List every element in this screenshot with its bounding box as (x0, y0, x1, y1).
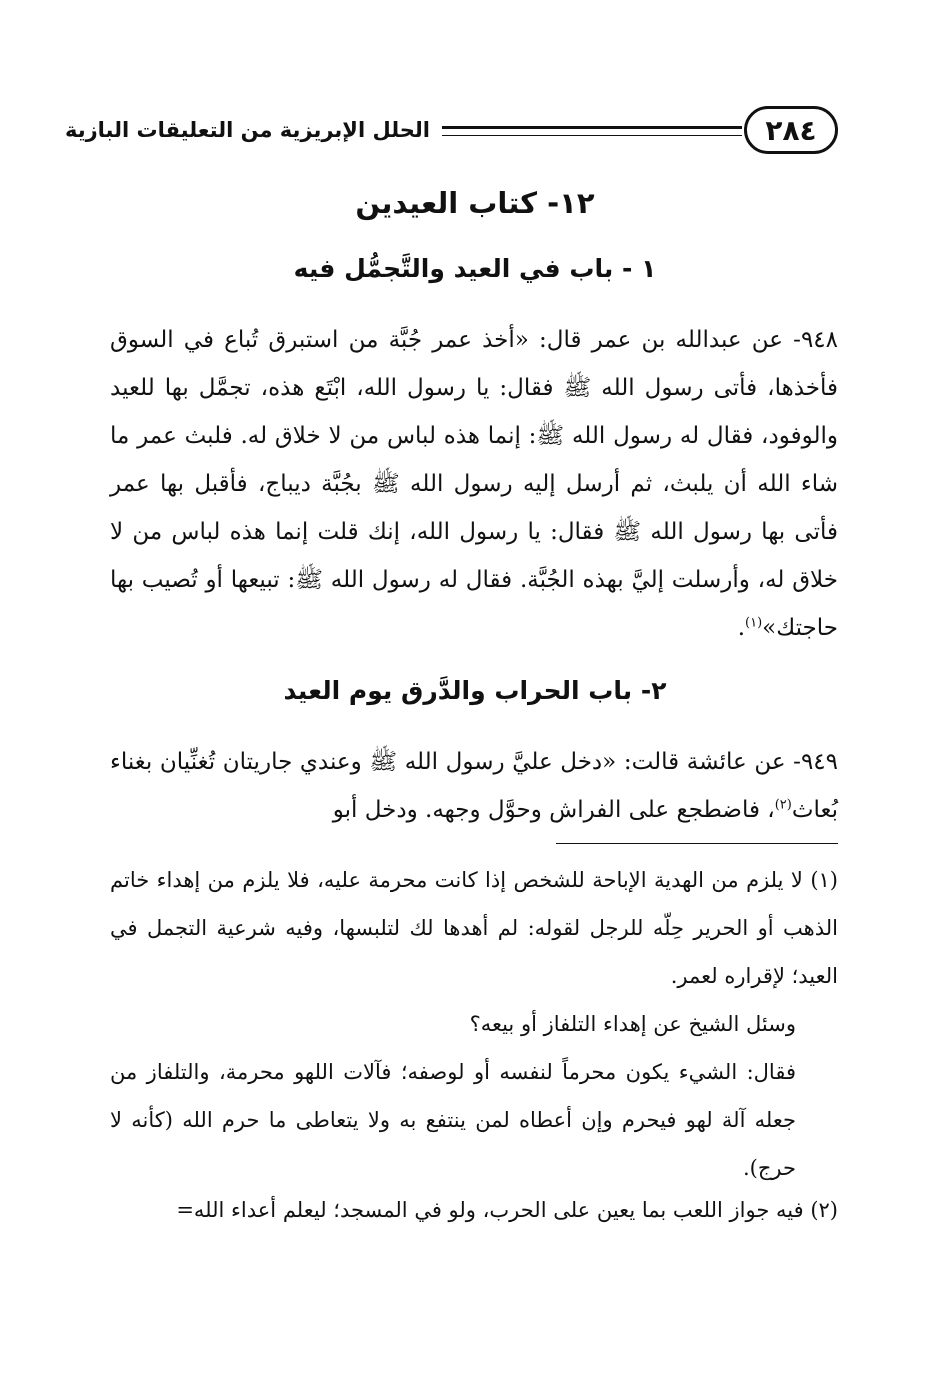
footnote-1-marker: (١) (810, 868, 838, 892)
hadith-948 (110, 316, 838, 652)
header-rule (442, 126, 742, 136)
chapter-title-1: ١ - باب في العيد والتَّجمُّل فيه (293, 254, 657, 283)
page-number: ٢٨٤ (744, 106, 838, 154)
hadith-949-rest: ، فاضطجع على الفراش وحوَّل وجهه. ودخل أبو (332, 797, 775, 823)
book-title: ١٢- كتاب العيدين (355, 186, 595, 220)
footnote-2 (110, 1186, 838, 1234)
chapter-title-2: ٢- باب الحراب والدَّرق يوم العيد (283, 676, 667, 705)
hadith-948-end: . (737, 615, 746, 641)
footnote-ref-2[interactable]: (٢) (774, 797, 792, 813)
hadith-948-text: ٩٤٨- عن عبدالله بن عمر قال: «أخذ عمر جُبَّة من استبرق تُباع في السوق فأخذها، فأتى رسول الله ﷺ فقال: يا رسول الله، ابْتَع هذه، تجمَّل بها للعيد والوفود، فقال له رسول الله ﷺ: إنما هذه لباس من لا خلاق له. فلبث عمر ما شاء الله أن يلبث، ثم أرسل إليه رسول الله ﷺ بجُبَّة ديباج، فأقبل بها عمر فأتى بها رسول الله ﷺ فقال: يا رسول الله، إنك قلت إنما هذه لباس من لا خلاق له، وأرسلت إليَّ بهذه الجُبَّة. فقال له رسول الله ﷺ: تبيعها أو تُصيب بها حاجتك» (110, 327, 838, 641)
footnote-2-text: فيه جواز اللعب بما يعين على الحرب، ولو في المسجد؛ ليعلم أعداء الله= (176, 1198, 804, 1222)
footnote-2-marker: (٢) (810, 1198, 838, 1222)
footnote-1-text: لا يلزم من الهدية الإباحة للشخص إذا كانت محرمة عليه، فلا يلزم من إهداء خاتم الذهب أو الحرير حِلّه للرجل لقوله: لم أهدها لك لتلبسها، وفيه شرعية التجمل في العيد؛ لإقراره لعمر. (110, 868, 838, 988)
running-title: الحلل الإبريزية من التعليقات البازية (64, 118, 430, 142)
hadith-949-text: ٩٤٩- عن عائشة قالت: «دخل عليَّ رسول الله ﷺ وعندي جاريتان تُغنِّيان بغناء بُعاث (110, 749, 838, 823)
footnote-1 (110, 856, 838, 1192)
footnote-1-question: وسئل الشيخ عن إهداء التلفاز أو بيعه؟ (469, 1012, 796, 1036)
page-header (64, 104, 838, 160)
footnote-separator (556, 843, 838, 844)
hadith-949 (110, 738, 838, 834)
footnote-ref-1[interactable]: (١) (745, 615, 763, 631)
footnote-1-answer: فقال: الشيء يكون محرماً لنفسه أو لوصفه؛ فآلات اللهو محرمة، والتلفاز من جعله آلة لهو فيحرم وإن أعطاه لمن ينتفع به ولا يتعاطى ما حرم الله (كأنه لا حرج). (110, 1060, 796, 1180)
